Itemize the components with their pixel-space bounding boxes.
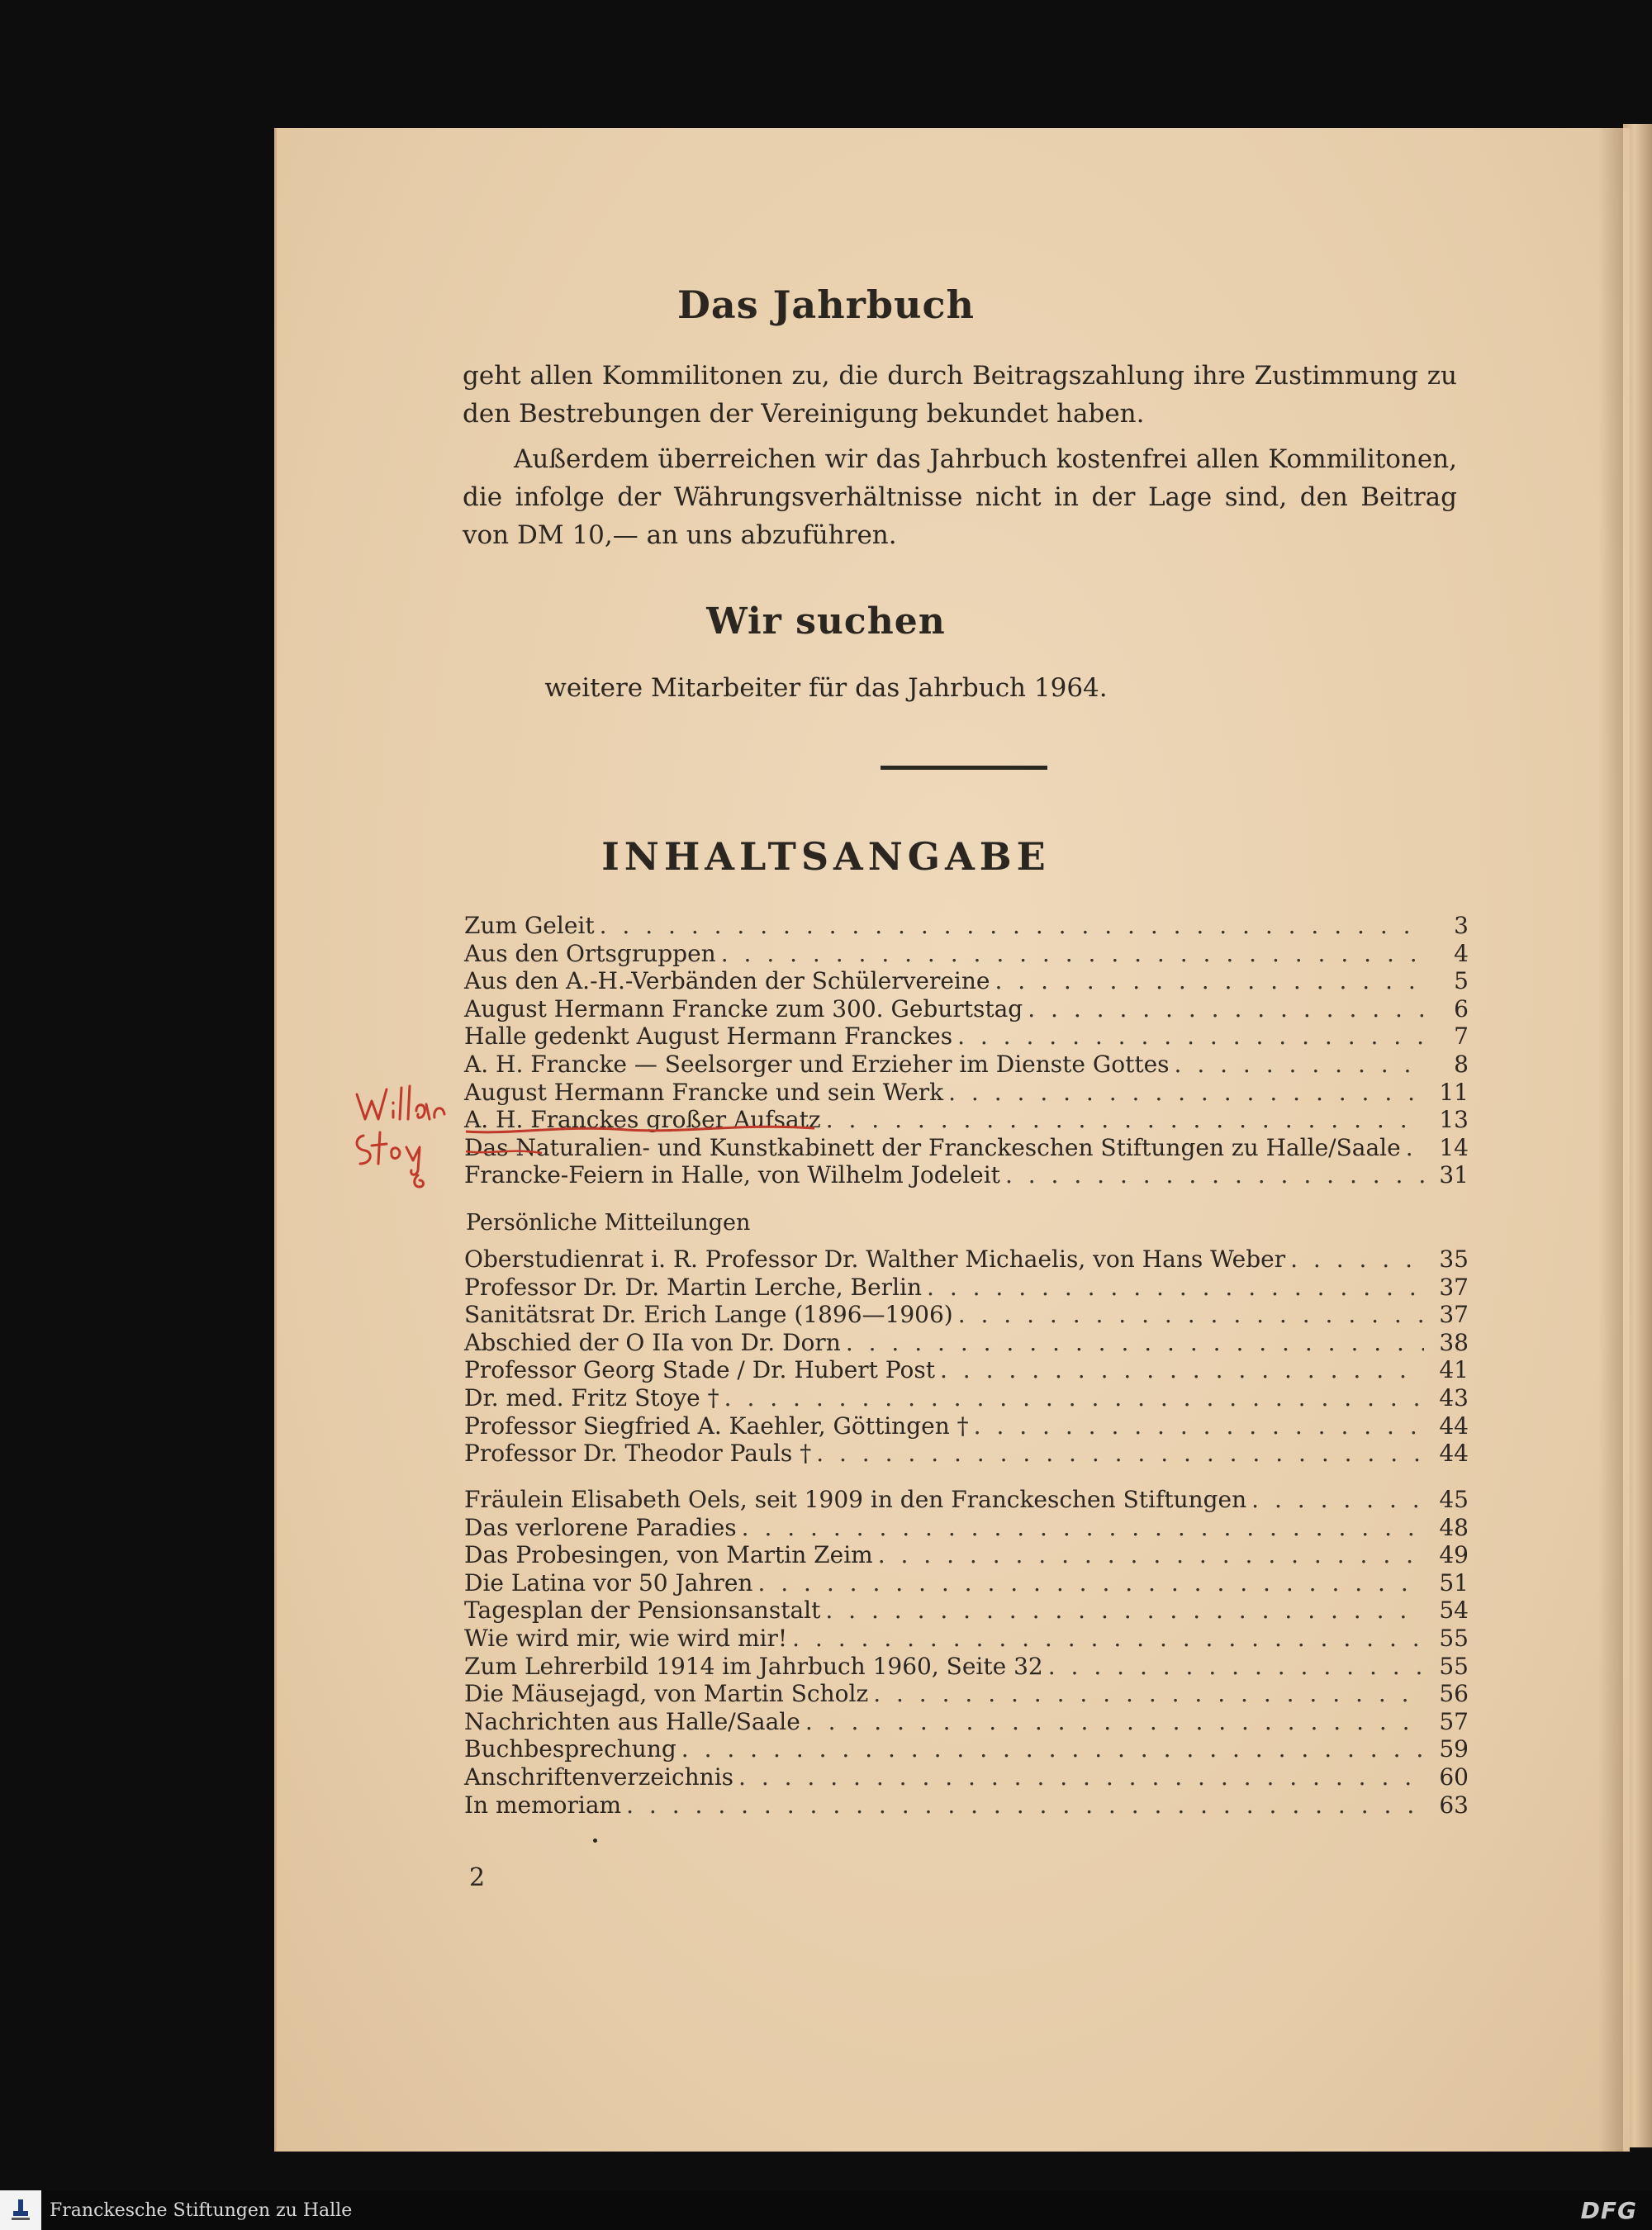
toc-dot-leader: [1251, 1486, 1424, 1514]
toc-entry-title: Aus den A.-H.-Verbänden der Schülervereine: [464, 967, 990, 995]
toc-entry-page: 11: [1439, 1078, 1469, 1106]
toc-entry-title: Professor Dr. Dr. Martin Lerche, Berlin: [464, 1273, 923, 1301]
toc-entry-page: 51: [1439, 1568, 1469, 1597]
toc-entry-page: 45: [1439, 1486, 1469, 1513]
toc-dot-leader: [957, 1022, 1424, 1051]
toc-dot-leader: [878, 1541, 1424, 1569]
toc-entry-title: A. H. Francke — Seelsorger und Erzieher im Dienste Gottes: [464, 1050, 1170, 1078]
toc-row: [464, 1791, 1469, 1820]
toc-entry-title: Das verlorene Paradies: [464, 1513, 737, 1541]
toc-entry-page: 14: [1439, 1133, 1469, 1161]
subline-mitarbeiter: weitere Mitarbeiter für das Jahrbuch 1964.: [544, 673, 1108, 703]
toc-dot-leader: [805, 1708, 1424, 1736]
toc-dot-leader: [1406, 1134, 1424, 1162]
toc-entry-title: Abschied der O IIa von Dr. Dorn: [464, 1328, 841, 1356]
toc-dot-leader: [1290, 1245, 1424, 1274]
toc-dot-leader: [940, 1356, 1424, 1384]
toc-entry-title: Halle gedenkt August Hermann Franckes: [464, 1022, 953, 1051]
toc-row: [464, 1274, 1469, 1302]
toc-entry-title: Professor Siegfried A. Kaehler, Göttingen †: [464, 1412, 969, 1440]
toc-row: [464, 1329, 1469, 1357]
toc-dot-leader: [757, 1569, 1424, 1597]
toc-dot-leader: [681, 1735, 1424, 1763]
toc-personal-list: [464, 1245, 1469, 1468]
toc-row: [464, 1384, 1469, 1412]
toc-dot-leader: [721, 940, 1424, 968]
toc-dot-leader: [1175, 1051, 1424, 1079]
toc-entry-page: 4: [1454, 939, 1469, 967]
toc-entry-title: Nachrichten aus Halle/Saale: [464, 1707, 800, 1735]
toc-entry-page: 57: [1439, 1707, 1469, 1735]
toc-entry-title: In memoriam: [464, 1791, 622, 1819]
toc-entry-title: Oberstudienrat i. R. Professor Dr. Walther Michaelis, von Hans Weber: [464, 1245, 1286, 1273]
toc-entry-title: Professor Georg Stade / Dr. Hubert Post: [464, 1356, 935, 1384]
toc-row: [464, 1653, 1469, 1681]
toc-misc-list: [464, 1486, 1469, 1819]
toc-dot-leader: [1048, 1653, 1424, 1681]
toc-row: [464, 1625, 1469, 1653]
toc-entry-title: Buchbesprechung: [464, 1735, 676, 1763]
toc-row: [464, 1440, 1469, 1468]
toc-dot-leader: [995, 967, 1424, 995]
toc-entry-title: Wie wird mir, wie wird mir!: [464, 1624, 788, 1652]
toc-entry-title: Anschriftenverzeichnis: [464, 1763, 734, 1791]
toc-entry-page: 55: [1439, 1624, 1469, 1652]
toc-entry-page: 43: [1439, 1383, 1469, 1412]
section-persoenliche-mitteilungen: Persönliche Mitteilungen: [466, 1210, 751, 1236]
toc-dot-leader: [626, 1791, 1424, 1820]
ink-speck: [593, 1839, 597, 1843]
toc-entry-title: Francke-Feiern in Halle, von Wilhelm Jodeleit: [464, 1161, 1000, 1189]
toc-entry-title: August Hermann Francke zum 300. Geburtstag: [464, 994, 1023, 1022]
toc-dot-leader: [724, 1384, 1424, 1412]
paragraph-2: Außerdem überreichen wir das Jahrbuch kostenfrei allen Kommilitonen, die infolge der Währungsverhältnisse nicht in der Lage sind, den Beitrag von DM 10,— an uns abzuführen.: [463, 444, 1457, 550]
toc-entry-page: 3: [1454, 912, 1469, 939]
toc-entry-title: Dr. med. Fritz Stoye †: [464, 1383, 719, 1412]
toc-row: [464, 1051, 1469, 1079]
toc-entry-page: 48: [1439, 1513, 1469, 1541]
toc-entry-title: Aus den Ortsgruppen: [464, 939, 716, 967]
toc-row: [464, 1763, 1469, 1791]
toc-dot-leader: [958, 1301, 1424, 1329]
toc-entry-page: 44: [1439, 1412, 1469, 1440]
toc-entry-title: Professor Dr. Theodor Pauls †: [464, 1440, 812, 1468]
page-gutter-shadow: [1598, 128, 1623, 2152]
institution-logo-icon: [0, 2190, 41, 2230]
toc-entry-page: 31: [1439, 1161, 1469, 1189]
toc-entry-title: Fräulein Elisabeth Oels, seit 1909 in den Franckeschen Stiftungen: [464, 1486, 1247, 1513]
toc-dot-leader: [846, 1329, 1424, 1357]
toc-entry-title: Zum Lehrerbild 1914 im Jahrbuch 1960, Seite 32: [464, 1652, 1043, 1680]
toc-row: [464, 1356, 1469, 1384]
dfg-logo: DFG: [1580, 2197, 1637, 2224]
toc-entry-page: 7: [1454, 1022, 1469, 1051]
toc-entry-page: 49: [1439, 1541, 1469, 1569]
toc-row: [464, 1079, 1469, 1107]
toc-entry-page: 5: [1454, 967, 1469, 995]
toc-row: [464, 995, 1469, 1023]
heading-das-jahrbuch: Das Jahrbuch: [677, 282, 975, 327]
toc-row: [464, 1486, 1469, 1514]
toc-dot-leader: [792, 1625, 1424, 1653]
toc-row: [464, 1569, 1469, 1597]
toc-entry-title: Die Mäusejagd, von Martin Scholz: [464, 1680, 869, 1708]
section-divider: [881, 766, 1047, 770]
toc-entry-page: 63: [1439, 1791, 1469, 1819]
toc-entry-page: 56: [1439, 1680, 1469, 1708]
toc-entry-page: 13: [1439, 1106, 1469, 1134]
heading-wir-suchen: Wir suchen: [706, 600, 946, 643]
toc-row: [464, 1708, 1469, 1736]
toc-entry-page: 54: [1439, 1597, 1469, 1625]
toc-dot-leader: [948, 1079, 1424, 1107]
toc-row: [464, 1412, 1469, 1440]
toc-entry-page: 37: [1439, 1273, 1469, 1301]
toc-entry-title: Zum Geleit: [464, 912, 595, 939]
heading-inhaltsangabe: INHALTSANGABE: [601, 834, 1051, 879]
toc-row: [464, 1735, 1469, 1763]
viewer-footer: [0, 2190, 1652, 2230]
toc-row: [464, 1022, 1469, 1051]
toc-dot-leader: [825, 1597, 1424, 1625]
toc-entry-page: 8: [1454, 1050, 1469, 1078]
institution-name: Franckesche Stiftungen zu Halle: [50, 2199, 353, 2221]
paragraph-1: geht allen Kommilitonen zu, die durch Beitragszahlung ihre Zustimmung zu den Bestrebungen der Vereinigung bekundet haben.: [463, 361, 1457, 429]
toc-entry-page: 6: [1454, 994, 1469, 1022]
toc-dot-leader: [1028, 995, 1424, 1023]
toc-row: [464, 1301, 1469, 1329]
toc-entry-title: Das Naturalien- und Kunstkabinett der Franckeschen Stiftungen zu Halle/Saale: [464, 1133, 1401, 1161]
toc-entry-page: 35: [1439, 1245, 1469, 1273]
toc-entry-title: Das Probesingen, von Martin Zeim: [464, 1541, 873, 1569]
toc-entry-title: Die Latina vor 50 Jahren: [464, 1568, 753, 1597]
toc-dot-leader: [1005, 1161, 1424, 1189]
page-number: 2: [469, 1863, 486, 1892]
toc-row: [464, 1680, 1469, 1708]
toc-dot-leader: [974, 1412, 1424, 1440]
toc-row: [464, 1514, 1469, 1542]
toc-row: [464, 967, 1469, 995]
red-underline-icon: [463, 1118, 818, 1168]
toc-entry-page: 59: [1439, 1735, 1469, 1763]
toc-entry-page: 55: [1439, 1652, 1469, 1680]
toc-entry-page: 44: [1439, 1440, 1469, 1468]
toc-entry-page: 37: [1439, 1301, 1469, 1329]
toc-dot-leader: [927, 1274, 1424, 1302]
toc-entry-title: Tagesplan der Pensionsanstalt: [464, 1597, 821, 1625]
toc-row: [464, 1597, 1469, 1625]
toc-entry-title: A. H. Franckes großer Aufsatz: [464, 1106, 821, 1134]
toc-dot-leader: [816, 1440, 1424, 1468]
toc-row: [464, 940, 1469, 968]
toc-entry-page: 60: [1439, 1763, 1469, 1791]
toc-dot-leader: [742, 1514, 1424, 1542]
toc-dot-leader: [873, 1680, 1424, 1708]
toc-row: [464, 1541, 1469, 1569]
toc-dot-leader: [738, 1763, 1424, 1791]
toc-row: [464, 1245, 1469, 1274]
toc-row: [464, 912, 1469, 940]
toc-dot-leader: [600, 912, 1424, 940]
toc-entry-page: 41: [1439, 1356, 1469, 1384]
toc-dot-leader: [826, 1106, 1424, 1134]
toc-entry-page: 38: [1439, 1328, 1469, 1356]
toc-entry-title: Sanitätsrat Dr. Erich Lange (1896—1906): [464, 1301, 953, 1329]
toc-entry-title: August Hermann Francke und sein Werk: [464, 1078, 944, 1106]
